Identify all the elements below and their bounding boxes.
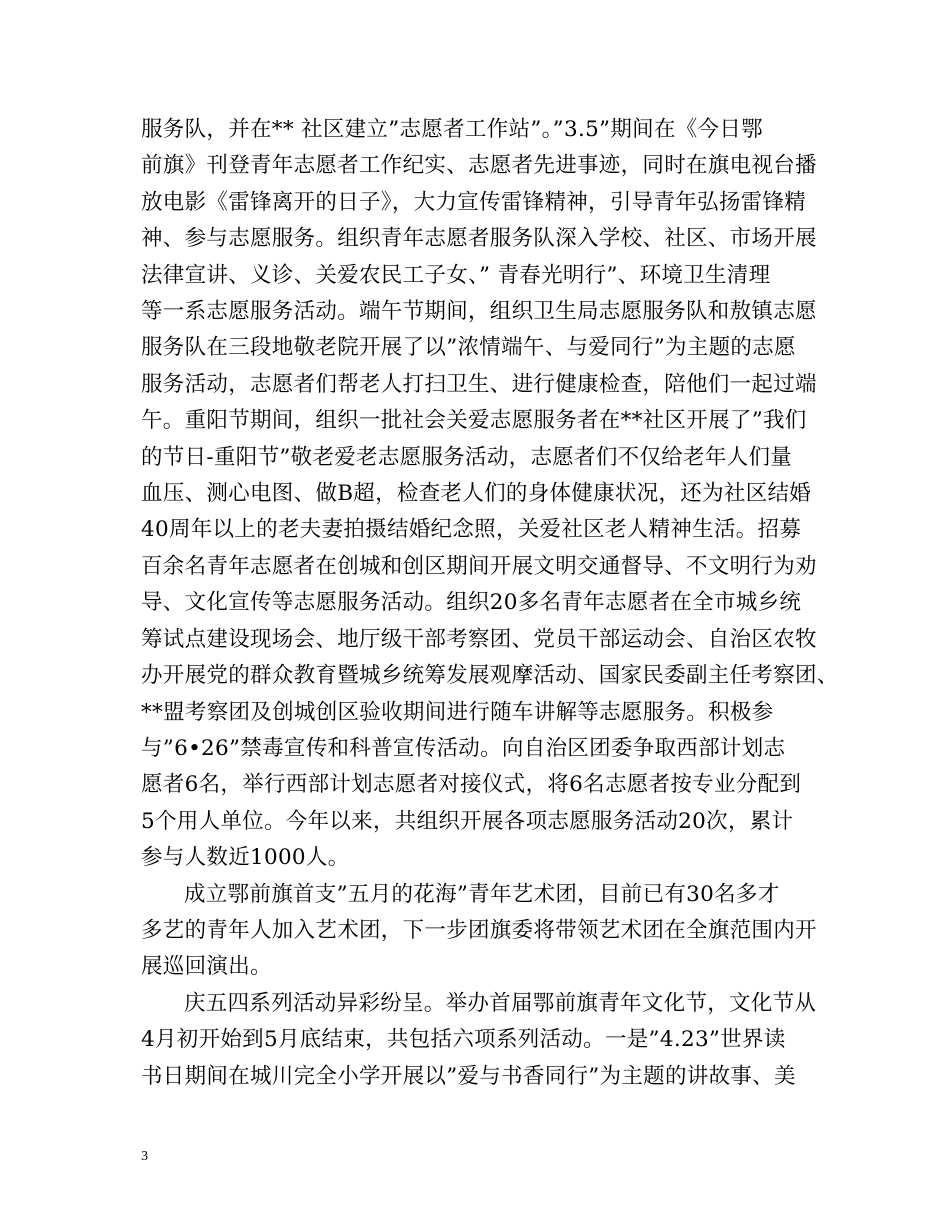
paragraph-art-troupe (141, 877, 821, 986)
text-line: 血压、测心电图、做B超，检查老人们的身体健康状况，还为社区结婚 (141, 481, 812, 507)
text-line: 展巡回演出。 (141, 954, 272, 980)
text-line: 导、文化宣传等志愿服务活动。组织20多名青年志愿者在全市城乡统 (141, 590, 802, 616)
body-text (141, 112, 839, 1095)
text-line: 放电影《雷锋离开的日子》，大力宣传雷锋精神，引导青年弘扬雷锋精 (141, 189, 807, 215)
text-line: 筹试点建设现场会、地厅级干部考察团、党员干部运动会、自治区农牧 (141, 626, 817, 652)
text-line: 前旗》刊登青年志愿者工作纪实、志愿者先进事迹，同时在旗电视台播 (141, 153, 817, 179)
page-number: 3 (141, 1149, 148, 1164)
text-line: 等一系志愿服务活动。端午节期间，组织卫生局志愿服务队和敖镇志愿 (141, 299, 817, 325)
text-line: 庆五四系列活动异彩纷呈。举办首届鄂前旗青年文化节，文化节从 (184, 990, 817, 1016)
text-line: **盟考察团及创城创区验收期间进行随车讲解等志愿服务。积极参 (141, 699, 774, 725)
text-line: 服务队，并在** 社区建立”志愿者工作站”。”3.5”期间在《今日鄂 (141, 117, 763, 142)
text-line: 参与人数近1000人。 (141, 845, 350, 871)
text-line: 服务队在三段地敬老院开展了以”浓情端午、与爱同行”为主题的志愿 (141, 335, 796, 361)
text-line: 与”6•26”禁毒宣传和科普宣传活动。向自治区团委争取西部计划志 (141, 735, 786, 761)
text-line: 书日期间在城川完全小学开展以”爱与书香同行”为主题的讲故事、美 (141, 1063, 796, 1089)
text-line: 4月初开始到5月底结束，共包括六项系列活动。一是”4.23”世界读 (141, 1027, 786, 1053)
text-line: 法律宣讲、义诊、关爱农民工子女、” 青春光明行”、环境卫生清理 (141, 262, 771, 288)
text-line: 成立鄂前旗首支”五月的花海”青年艺术团，目前已有30名多才 (184, 881, 780, 907)
paragraph-volunteer-activities (141, 112, 839, 877)
text-line: 办开展党的群众教育暨城乡统筹发展观摩活动、国家民委副主任考察团、 (141, 663, 839, 689)
text-line: 多艺的青年人加入艺术团，下一步团旗委将带领艺术团在全旗范围内开 (141, 917, 817, 943)
text-line: 神、参与志愿服务。组织青年志愿者服务队深入学校、社区、市场开展 (141, 226, 817, 252)
text-line: 40周年以上的老夫妻拍摄结婚纪念照，关爱社区老人精神生活。招募 (141, 517, 802, 543)
text-line: 5个用人单位。今年以来，共组织开展各项志愿服务活动20次，累计 (141, 808, 794, 834)
text-line: 愿者6名，举行西部计划志愿者对接仪式，将6名志愿者按专业分配到 (141, 772, 802, 798)
paragraph-may-fourth (141, 986, 821, 1095)
text-line: 百余名青年志愿者在创城和创区期间开展文明交通督导、不文明行为劝 (141, 553, 817, 579)
text-line: 服务活动，志愿者们帮老人打扫卫生、进行健康检查，陪他们一起过端 (141, 371, 817, 397)
text-line: 的节日-重阳节”敬老爱老志愿服务活动，志愿者们不仅给老年人们量 (141, 444, 793, 470)
text-line: 午。重阳节期间，组织一批社会关爱志愿服务者在**社区开展了”我们 (141, 408, 807, 434)
